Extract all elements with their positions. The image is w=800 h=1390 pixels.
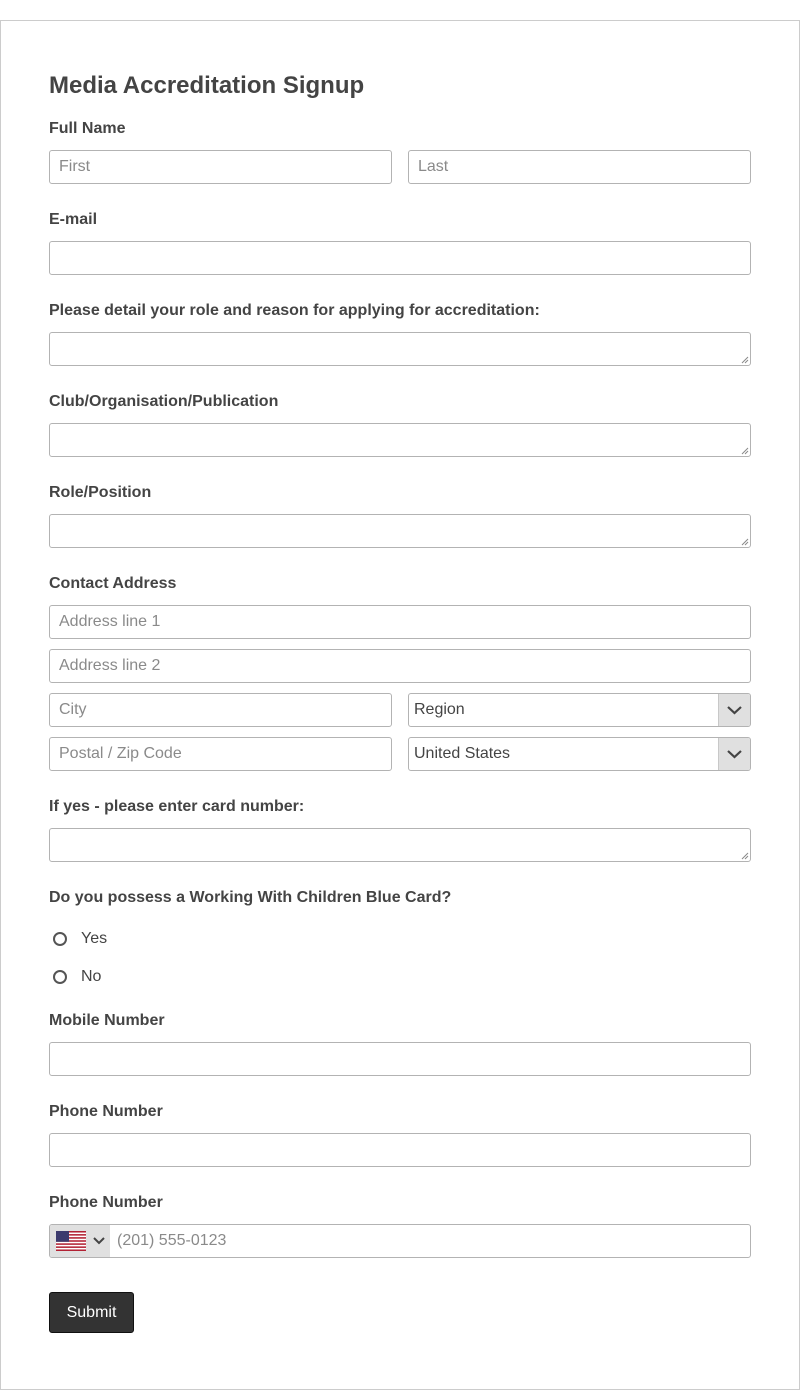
mobile-label: Mobile Number [49,1012,165,1029]
radio-no[interactable] [53,970,67,984]
radio-no-label[interactable]: No [81,968,102,985]
role-position-textarea[interactable] [49,514,751,548]
country-code-select[interactable] [50,1225,110,1257]
address-line2-input[interactable]: Address line 2 [49,649,751,683]
phone-intl-field [49,1224,751,1258]
chevron-down-icon [719,694,750,726]
full-name-label: Full Name [49,120,126,137]
phone-intl-label: Phone Number [49,1194,163,1211]
chevron-down-icon [92,1235,106,1247]
us-flag-icon [56,1231,86,1251]
phone-label: Phone Number [49,1103,163,1120]
last-name-input[interactable]: Last [408,150,751,184]
region-select-arrow[interactable] [718,694,750,726]
resize-grip-icon[interactable] [741,538,749,546]
card-number-label: If yes - please enter card number: [49,798,305,815]
country-select-value: United States [414,745,511,762]
mobile-input[interactable] [49,1042,751,1076]
resize-grip-icon[interactable] [741,356,749,364]
submit-button[interactable]: Submit [49,1292,134,1333]
resize-grip-icon[interactable] [741,447,749,455]
country-select-arrow[interactable] [718,738,750,770]
role-reason-label: Please detail your role and reason for applying for accreditation: [49,302,540,319]
address-line1-input[interactable]: Address line 1 [49,605,751,639]
region-select[interactable] [408,693,751,727]
country-select[interactable] [408,737,751,771]
card-number-textarea[interactable] [49,828,751,862]
email-input[interactable] [49,241,751,275]
radio-yes[interactable] [53,932,67,946]
role-position-label: Role/Position [49,484,152,501]
chevron-down-icon [719,738,750,770]
form-card [0,20,800,1390]
resize-grip-icon[interactable] [741,852,749,860]
blue-card-label: Do you possess a Working With Children Blue Card? [49,889,452,906]
role-reason-textarea[interactable] [49,332,751,366]
region-select-value: Region [414,701,465,718]
city-input[interactable]: City [49,693,392,727]
contact-address-label: Contact Address [49,575,177,592]
organisation-label: Club/Organisation/Publication [49,393,279,410]
organisation-textarea[interactable] [49,423,751,457]
first-name-input[interactable]: First [49,150,392,184]
postal-code-input[interactable]: Postal / Zip Code [49,737,392,771]
form-title: Media Accreditation Signup [49,72,365,99]
radio-yes-label[interactable]: Yes [81,930,108,947]
email-label: E-mail [49,211,98,228]
phone-intl-input[interactable]: (201) 555-0123 [117,1232,227,1249]
phone-input[interactable] [49,1133,751,1167]
